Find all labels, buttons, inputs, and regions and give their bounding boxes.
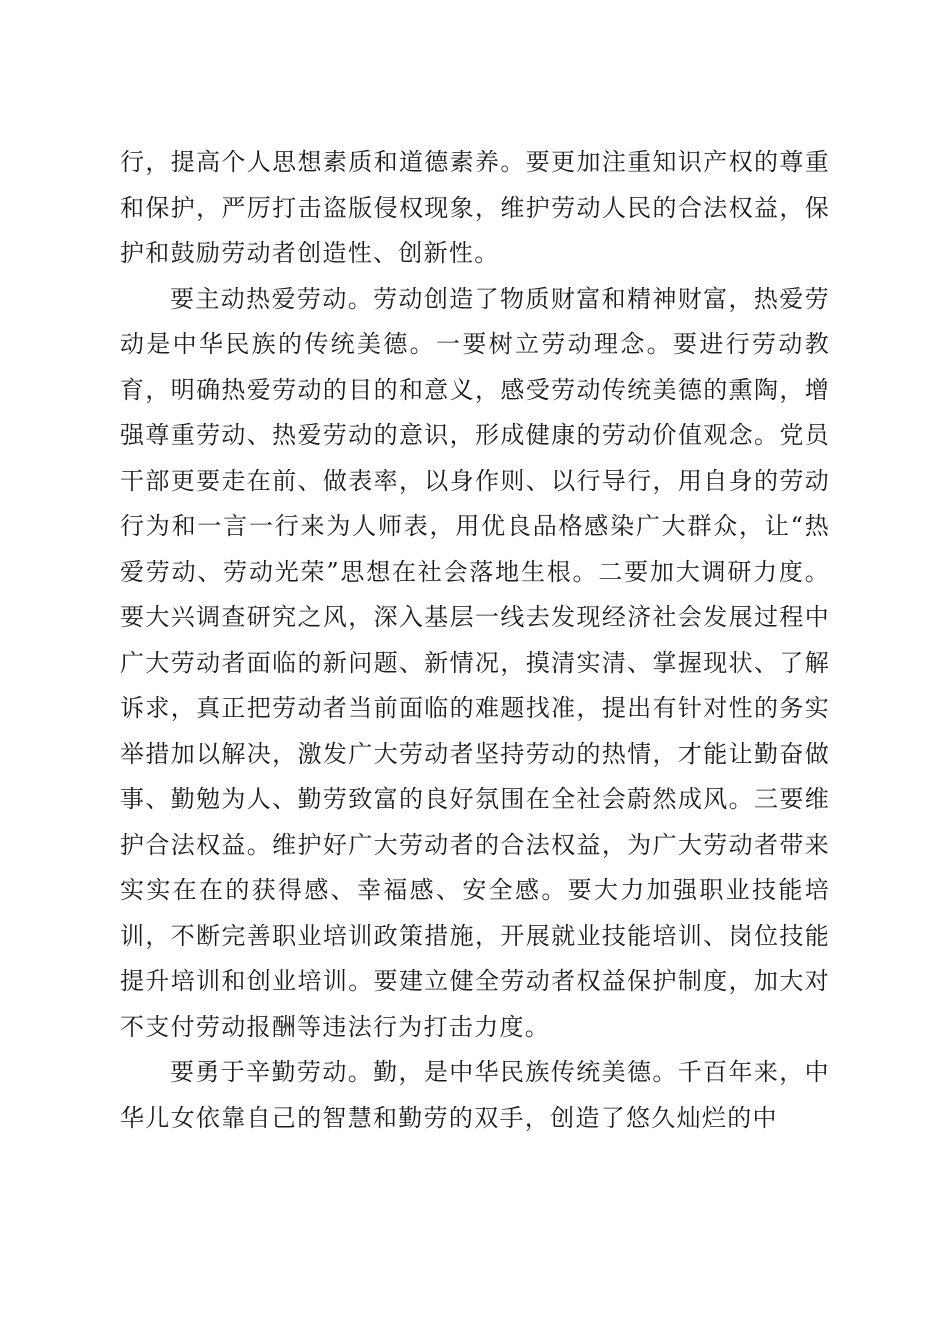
document-body	[120, 140, 830, 1141]
paragraph-love-labor: 要主动热爱劳动。劳动创造了物质财富和精神财富，热爱劳动是中华民族的传统美德。一要树立劳动理念。要进行劳动教育，明确热爱劳动的目的和意义，感受劳动传统美德的熏陶，增强尊重劳动、热爱劳动的意识，形成健康的劳动价值观念。党员干部更要走在前、做表率，以身作则、以行导行，用自身的劳动行为和一言一行来为人师表，用优良品格感染广大群众，让“热爱劳动、劳动光荣”思想在社会落地生根。二要加大调研力度。要大兴调查研究之风，深入基层一线去发现经济社会发展过程中广大劳动者面临的新问题、新情况，摸清实清、掌握现状、了解诉求，真正把劳动者当前面临的难题找准，提出有针对性的务实举措加以解决，激发广大劳动者坚持劳动的热情，才能让勤奋做事、勤勉为人、勤劳致富的良好氛围在全社会蔚然成风。三要维护合法权益。维护好广大劳动者的合法权益，为广大劳动者带来实实在在的获得感、幸福感、安全感。要大力加强职业技能培训，不断完善职业培训政策措施，开展就业技能培训、岗位技能提升培训和创业培训。要建立健全劳动者权益保护制度，加大对不支付劳动报酬等违法行为打击力度。	[120, 284, 830, 1041]
paragraph-continued: 行，提高个人思想素质和道德素养。要更加注重知识产权的尊重和保护，严厉打击盗版侵权现象，维护劳动人民的合法权益，保护和鼓励劳动者创造性、创新性。	[120, 148, 830, 267]
paragraph-diligent-labor: 要勇于辛勤劳动。勤，是中华民族传统美德。千百年来，中华儿女依靠自己的智慧和勤劳的双手，创造了悠久灿烂的中	[120, 1058, 830, 1132]
